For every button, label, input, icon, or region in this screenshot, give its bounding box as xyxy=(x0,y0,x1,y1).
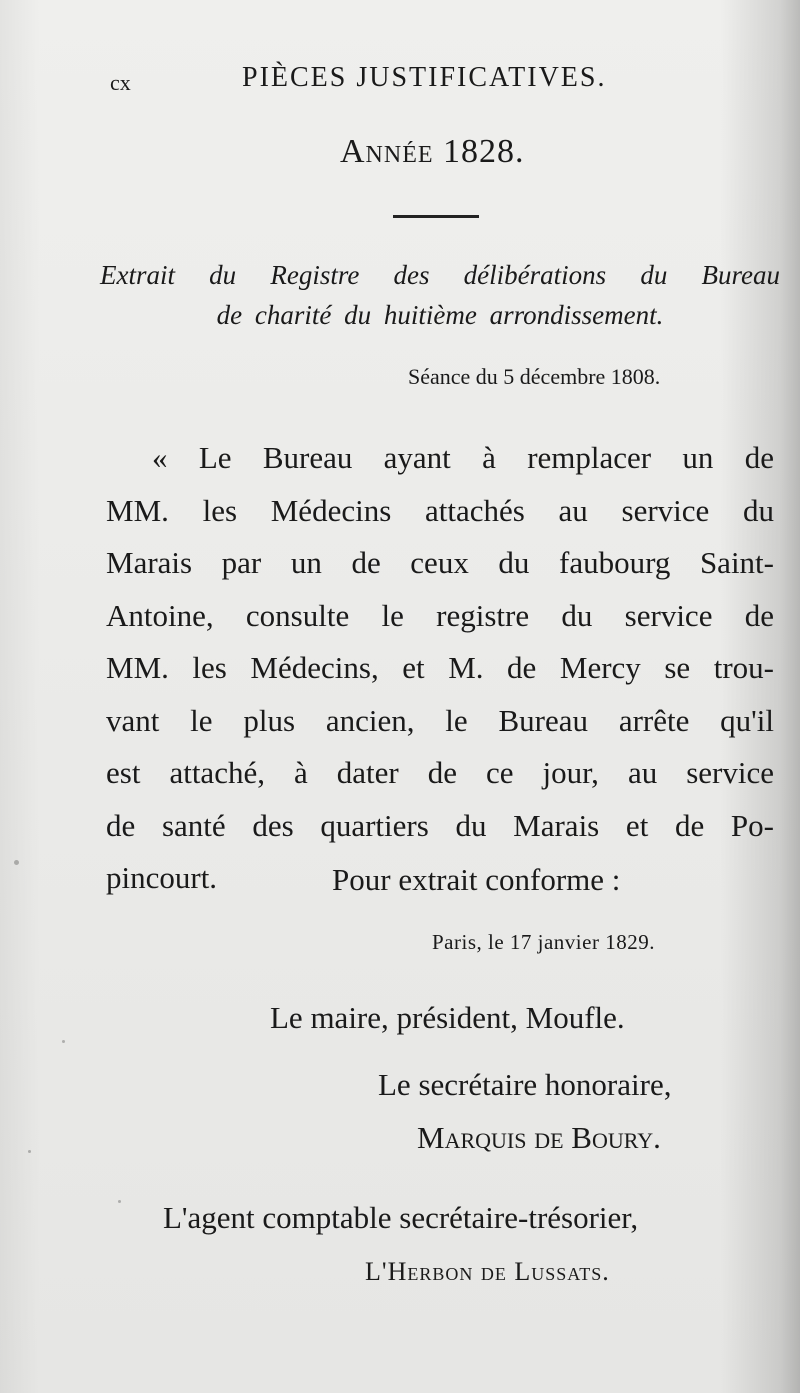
certification-line: Pour extrait conforme : xyxy=(332,862,621,897)
body-line: MM. les Médecins attachés au service du xyxy=(106,492,774,528)
body-line: de santé des quartiers du Marais et de Po- xyxy=(106,807,774,843)
paper-speck xyxy=(118,1200,121,1203)
page-folio: cx xyxy=(110,70,131,95)
session-date: Séance du 5 décembre 1808. xyxy=(408,364,661,389)
body-line: Antoine, consulte le registre du service de xyxy=(106,597,774,633)
paper-speck xyxy=(14,860,19,865)
body-line: « Le Bureau ayant à remplacer un de xyxy=(152,440,774,475)
resolution-text xyxy=(106,432,774,905)
place-date: Paris, le 17 janvier 1829. xyxy=(432,930,655,954)
running-head: PIÈCES JUSTIFICATIVES. xyxy=(242,62,607,93)
signatory-secretary-title: Le secrétaire honoraire, xyxy=(378,1067,672,1102)
year-heading: Année 1828. xyxy=(340,133,525,170)
body-line: pincourt. xyxy=(106,860,218,895)
extract-title-line-1: Extrait du Registre des délibérations du Bureau xyxy=(100,260,780,290)
body-line: est attaché, à dater de ce jour, au service xyxy=(106,755,774,790)
signatory-agent-name: L'Herbon de Lussats. xyxy=(365,1257,610,1286)
paper-speck xyxy=(62,1040,65,1043)
signatory-agent-title: L'agent comptable secrétaire-trésorier, xyxy=(163,1200,639,1235)
body-line: Marais par un de ceux du faubourg Saint- xyxy=(106,545,774,580)
extract-title xyxy=(100,255,780,335)
body-line: MM. les Médecins, et M. de Mercy se trou- xyxy=(106,650,774,685)
body-line: vant le plus ancien, le Bureau arrête qu'il xyxy=(106,702,774,738)
signatory-mayor: Le maire, président, Moufle. xyxy=(270,1000,625,1035)
signatory-secretary-name: Marquis de Boury. xyxy=(417,1120,661,1155)
section-rule xyxy=(393,215,479,218)
paper-speck xyxy=(28,1150,31,1153)
extract-title-line-2: de charité du huitième arrondissement. xyxy=(216,300,664,330)
